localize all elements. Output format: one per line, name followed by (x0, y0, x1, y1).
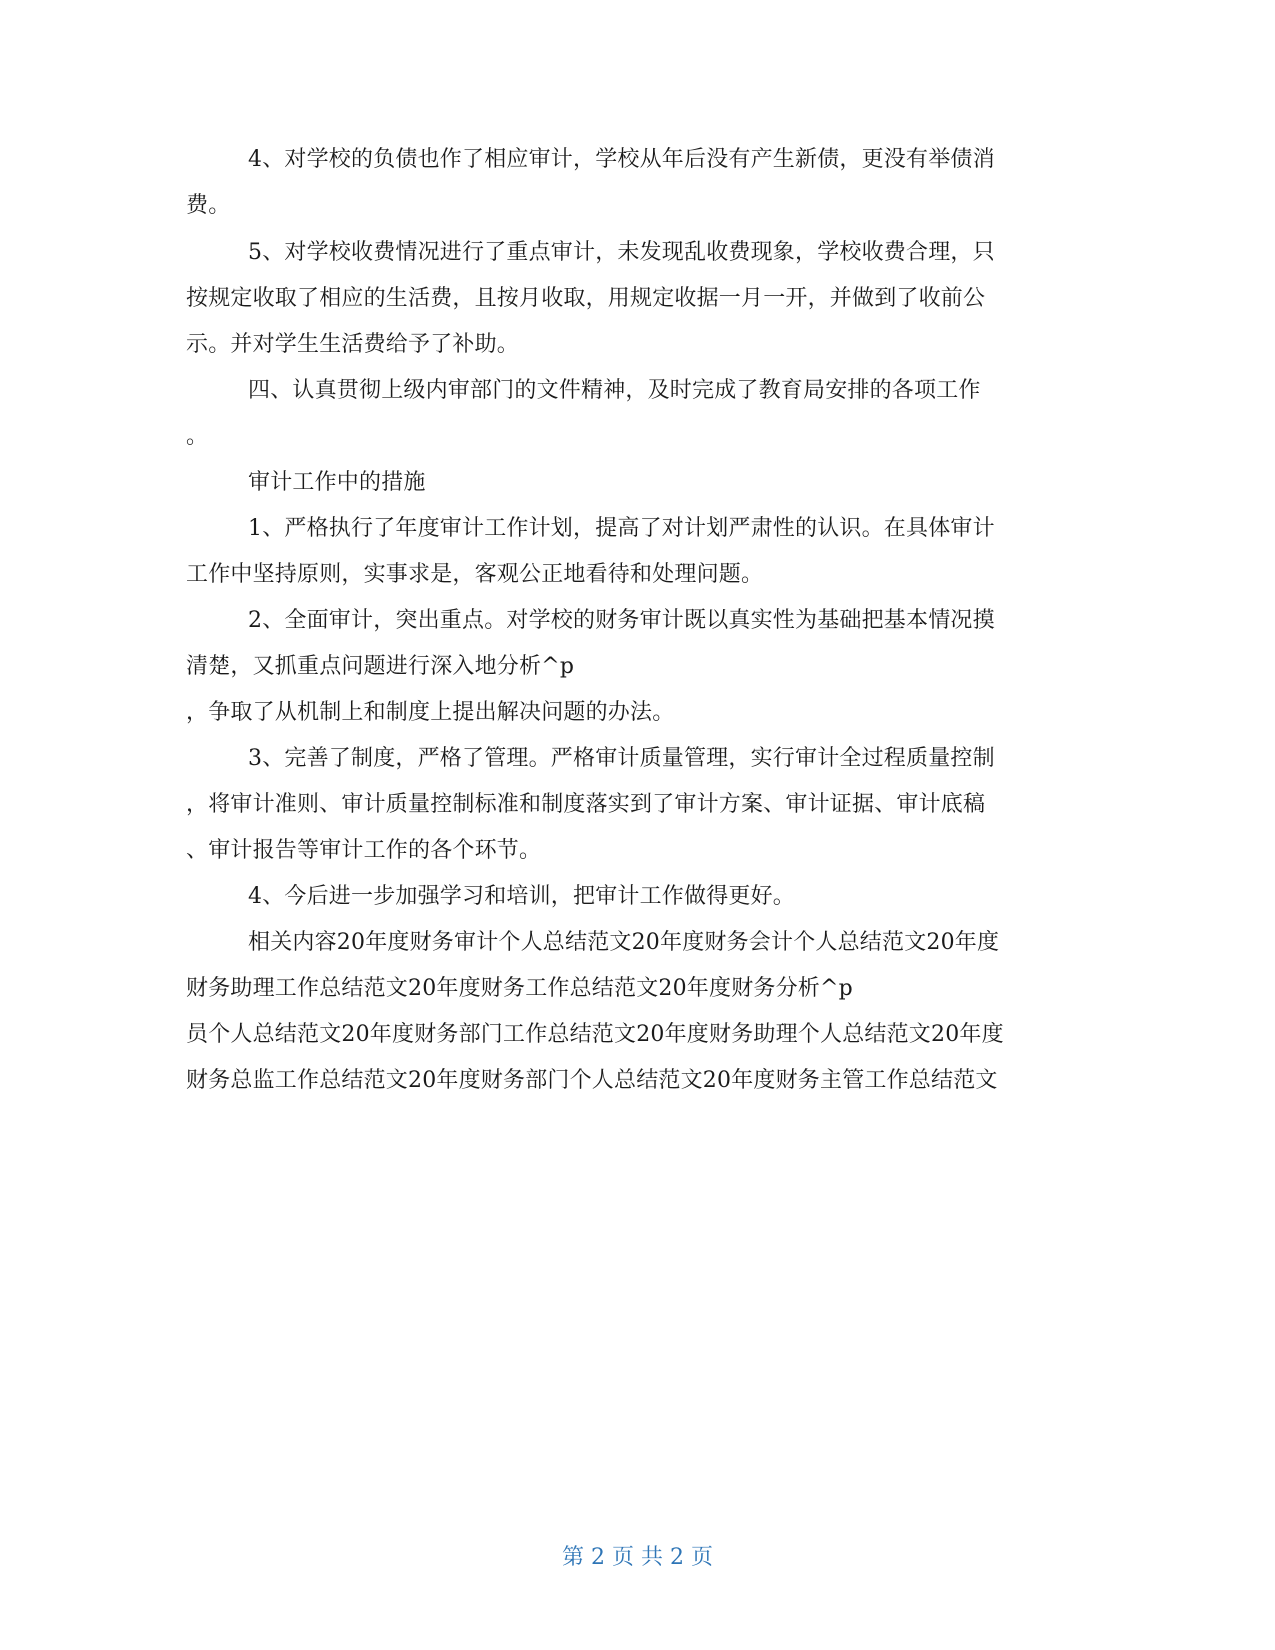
page-number-footer: 第 2 页 共 2 页 (562, 1545, 713, 1570)
paragraph-line: 四、认真贯彻上级内审部门的文件精神，及时完成了教育局安排的各项工作 (248, 378, 981, 403)
paragraph-line: 2、全面审计，突出重点。对学校的财务审计既以真实性为基础把基本情况摸 (248, 608, 995, 633)
related-content-line: 员个人总结范文20年度财务部门工作总结范文20年度财务助理个人总结范文20年度 (186, 1022, 1004, 1047)
paragraph-line: ，争取了从机制上和制度上提出解决问题的办法。 (186, 700, 675, 725)
paragraph-line: 1、严格执行了年度审计工作计划，提高了对计划严肃性的认识。在具体审计 (248, 516, 995, 541)
paragraph-line: ，将审计准则、审计质量控制标准和制度落实到了审计方案、审计证据、审计底稿 (186, 792, 986, 817)
paragraph-line: 3、完善了制度，严格了管理。严格审计质量管理，实行审计全过程质量控制 (248, 746, 995, 771)
paragraph-line: 。 (186, 424, 209, 449)
paragraph-line: 工作中坚持原则，实事求是，客观公正地看待和处理问题。 (186, 562, 764, 587)
paragraph-line: 费。 (186, 193, 231, 218)
related-content-line: 财务助理工作总结范文20年度财务工作总结范文20年度财务分析^p (186, 976, 853, 1001)
paragraph-line: 清楚，又抓重点问题进行深入地分析^p (186, 654, 575, 679)
related-content-line: 相关内容20年度财务审计个人总结范文20年度财务会计个人总结范文20年度 (248, 930, 1000, 955)
section-heading: 审计工作中的措施 (248, 470, 426, 495)
related-content-line: 财务总监工作总结范文20年度财务部门个人总结范文20年度财务主管工作总结范文 (186, 1068, 998, 1093)
paragraph-line: 4、今后进一步加强学习和培训，把审计工作做得更好。 (248, 884, 795, 909)
paragraph-line: 示。并对学生生活费给予了补助。 (186, 332, 520, 357)
paragraph-line: 4、对学校的负债也作了相应审计，学校从年后没有产生新债，更没有举债消 (248, 147, 995, 172)
paragraph-line: 、审计报告等审计工作的各个环节。 (186, 838, 542, 863)
paragraph-line: 5、对学校收费情况进行了重点审计，未发现乱收费现象，学校收费合理，只 (248, 240, 995, 265)
paragraph-line: 按规定收取了相应的生活费，且按月收取，用规定收据一月一开，并做到了收前公 (186, 286, 986, 311)
